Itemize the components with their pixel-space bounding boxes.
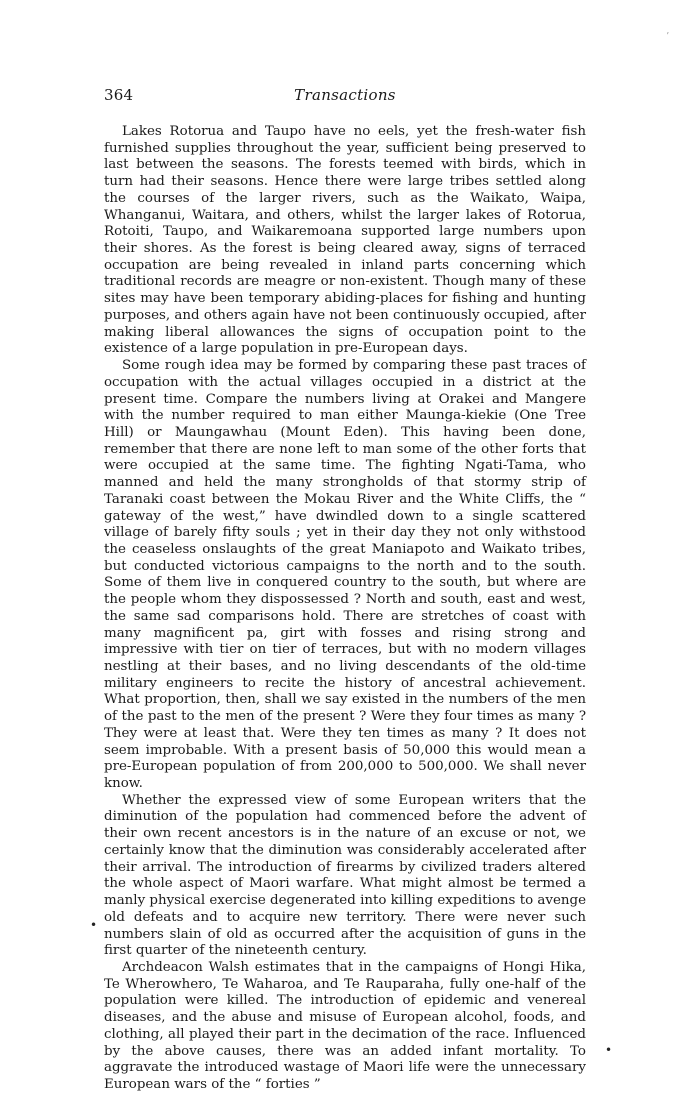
margin-dot-mark-lower: • [605, 1043, 613, 1057]
paragraph-population-comparison: Some rough idea may be formed by comparing these past traces of occupation with the actual villages occupied in a district at the present time. Compare the numbers living at Orakei and Mangere with the number required to man either Maunga-kiekie (One Tree Hill) or Maungawhau (Mount Eden). This having been done, remember that there are none left to man some of the other forts that were occupied at the same time. The fighting Ngati-Tama, who manned and held the many strongholds of that stormy strip of Taranaki coast between the Mokau River and the White Cliffs, the “ gateway of the west,” have dwindled down to a single scattered village of barely fifty souls ; yet in their day they not only withstood the ceaseless onslaughts of the great Maniapoto and Waikato tribes, but conducted victorious campaigns to the north and to the south. Some of them live in conquered country to the south, but where are the people whom they dispossessed ? North and south, east and west, the same sad comparisons hold. There are stretches of coast with many magnificent pa, girt with fosses and rising strong and impressive with tier on tier of terraces, but with no modern villages nestling at their bases, and no living descendants of the old-time military engineers to recite the history of ancestral achievement. What proportion, then, shall we say existed in the numbers of the men of the past to the men of the present ? Were they four times as many ? They were at least that. Were they ten times as many ? It does not seem improbable. With a present basis of 50,000 this would mean a pre-European population of from 200,000 to 500,000. We shall never know. [104, 358, 586, 792]
scan-speck-mark: ʼ [666, 32, 669, 42]
page-header [104, 86, 586, 106]
paragraph-walsh-estimates: Archdeacon Walsh estimates that in the campaigns of Hongi Hika, Te Wherowhero, Te Waharoa, and Te Rauparaha, fully one-half of the population were killed. The introduction of epidemic and venereal diseases, and the abuse and misuse of European alcohol, foods, and clothing, all played their part in the decimation of the race. Influenced by the above causes, there was an added infant mortality. To aggravate the introduced wastage of Maori life were the unnecessary European wars of the “ forties ” [104, 959, 586, 1092]
page-number: 364 [104, 86, 134, 104]
running-title: Transactions [294, 86, 396, 104]
paragraph-diminution: Whether the expressed view of some European writers that the diminution of the population had commenced before the advent of their own recent ancestors is in the nature of an excuse or not, we certainly know that the diminution was considerably accelerated after their arrival. The introduction of firearms by civilized traders altered the whole aspect of Maori warfare. What might almost be termed a manly physical exercise degenerated into killing expeditions to avenge old defeats and to acquire new territory. There were never such numbers slain of old as occurred after the acquisition of guns in the first quarter of the nineteenth century. [104, 792, 586, 959]
body-text [104, 124, 586, 1094]
margin-dot-mark: • [90, 918, 98, 932]
paragraph-lakes-and-forests: Lakes Rotorua and Taupo have no eels, yet the fresh-water fish furnished supplies throughout the year, sufficient being preserved to last between the seasons. The forests teemed with birds, which in turn had their seasons. Hence there were large tribes settled along the courses of the larger rivers, such as the Waikato, Waipa, Whanganui, Waitara, and others, whilst the larger lakes of Rotorua, Rotoiti, Taupo, and Waikaremoana supported large numbers upon their shores. As the forest is being cleared away, signs of terraced occupation are being revealed in inland parts concerning which traditional records are meagre or non-existent. Though many of these sites may have been temporary abiding-places for fishing and hunting purposes, and others again have not been continuously occupied, after making liberal allowances the signs of occupation point to the existence of a large population in pre-European days. [104, 124, 587, 357]
